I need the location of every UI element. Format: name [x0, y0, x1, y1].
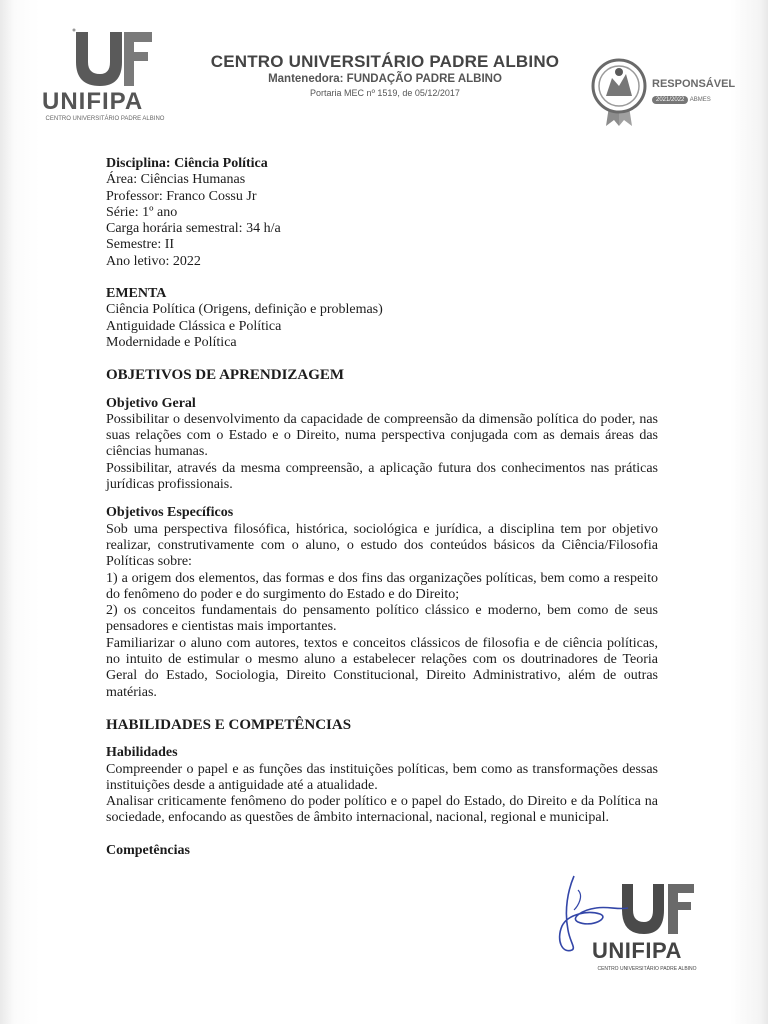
objetivo-geral-title: Objetivo Geral	[106, 395, 196, 411]
objetivos-especificos-paragraph: Familiarizar o aluno com autores, textos e conceitos clássicos de filosofia e de ciência políticas, no intuito de estimular o mesmo aluno a estabelecer relações com os doutrinadores de Teoria Geral do Estado, Sociologia, Direito Constitucional, Direito Administrativo, além de outras matérias.	[106, 635, 658, 700]
ementa-item: Antiguidade Clássica e Política	[106, 318, 282, 334]
portaria-line: Portaria MEC nº 1519, de 05/12/2017	[310, 88, 460, 98]
seal-abmes: ABMES	[689, 97, 711, 103]
competencias-title: Competências	[106, 842, 190, 858]
document-body	[106, 156, 658, 859]
seal-badge-icon	[588, 56, 650, 128]
ano-line: Ano letivo: 2022	[106, 253, 201, 269]
uf-logo-icon	[70, 28, 156, 92]
habilidades-title: Habilidades	[106, 745, 178, 761]
objetivos-especificos-item: 2) os conceitos fundamentais do pensamento político clássico e moderno, bem como de seus pensadores e cientistas mais importantes.	[106, 603, 658, 635]
objetivos-title: OBJETIVOS DE APRENDIZAGEM	[106, 367, 345, 384]
stamp-subtitle: CENTRO UNIVERSITÁRIO PADRE ALBINO	[597, 966, 697, 972]
serie-line: Série: 1º ano	[106, 204, 178, 220]
carga-line: Carga horária semestral: 34 h/a	[106, 221, 281, 237]
habilidades-competencias-title: HABILIDADES E COMPETÊNCIAS	[106, 716, 352, 733]
seal-label: RESPONSÁVEL	[652, 78, 736, 90]
institution-name: CENTRO UNIVERSITÁRIO PADRE ALBINO	[210, 52, 560, 71]
objetivo-geral-paragraph: Possibilitar o desenvolvimento da capacidade de compreensão da dimensão política do poder, nas suas relações com o Estado e o Direito, numa perspectiva conjugada com as demais áreas das ciências humanas.	[106, 411, 658, 460]
semestre-line: Semestre: II	[106, 237, 175, 253]
objetivos-especificos-paragraph: Sob uma perspectiva filosófica, histórica, sociológica e jurídica, a disciplina tem por objetivo realizar, construtivamente com o aluno, o estudo dos conteúdos básicos da Ciência/Filosofia Políticas sobre:	[106, 521, 658, 570]
professor-line: Professor: Franco Cossu Jr	[106, 188, 257, 204]
objetivos-especificos-item: 1) a origem dos elementos, das formas e dos fins das organizações políticas, bem como a respeito do fenômeno do poder e do surgimento do Estado e do Direito;	[106, 570, 658, 602]
institution-header	[180, 52, 590, 100]
habilidades-paragraph: Analisar criticamente fenômeno do poder político e o papel do Estado, do Direito e da Política na sociedade, enfocando as questões de âmbito internacional, nacional, regional e municipal.	[106, 794, 658, 826]
logo-wordmark: UNIFIPA	[42, 88, 144, 115]
institution-stamp	[548, 870, 748, 1020]
area-line: Área: Ciências Humanas	[106, 172, 246, 188]
seal-year-pill: 2021/2022	[652, 96, 688, 104]
ementa-item: Modernidade e Política	[106, 334, 237, 350]
objetivos-especificos-title: Objetivos Específicos	[106, 505, 234, 521]
logo-subtitle: CENTRO UNIVERSITÁRIO PADRE ALBINO	[45, 116, 165, 122]
objetivo-geral-paragraph: Possibilitar, através da mesma compreensão, a aplicação futura dos conhecimentos nas práticas jurídicas profissionais.	[106, 460, 658, 493]
stamp-wordmark: UNIFIPA	[592, 938, 682, 963]
responsible-institution-seal	[588, 56, 738, 128]
ementa-item: Ciência Política (Origens, definição e problemas)	[106, 302, 383, 318]
habilidades-paragraph: Compreender o papel e as funções das instituições políticas, bem como as transformações dessas instituições desde a antiguidade até a atualidade.	[106, 761, 658, 793]
unifipa-logo	[40, 28, 170, 138]
ementa-title: EMENTA	[106, 286, 167, 302]
seal-year	[652, 96, 738, 104]
mantenedora-line: Mantenedora: FUNDAÇÃO PADRE ALBINO	[268, 73, 502, 85]
disciplina-line: Disciplina: Ciência Política	[106, 156, 268, 171]
